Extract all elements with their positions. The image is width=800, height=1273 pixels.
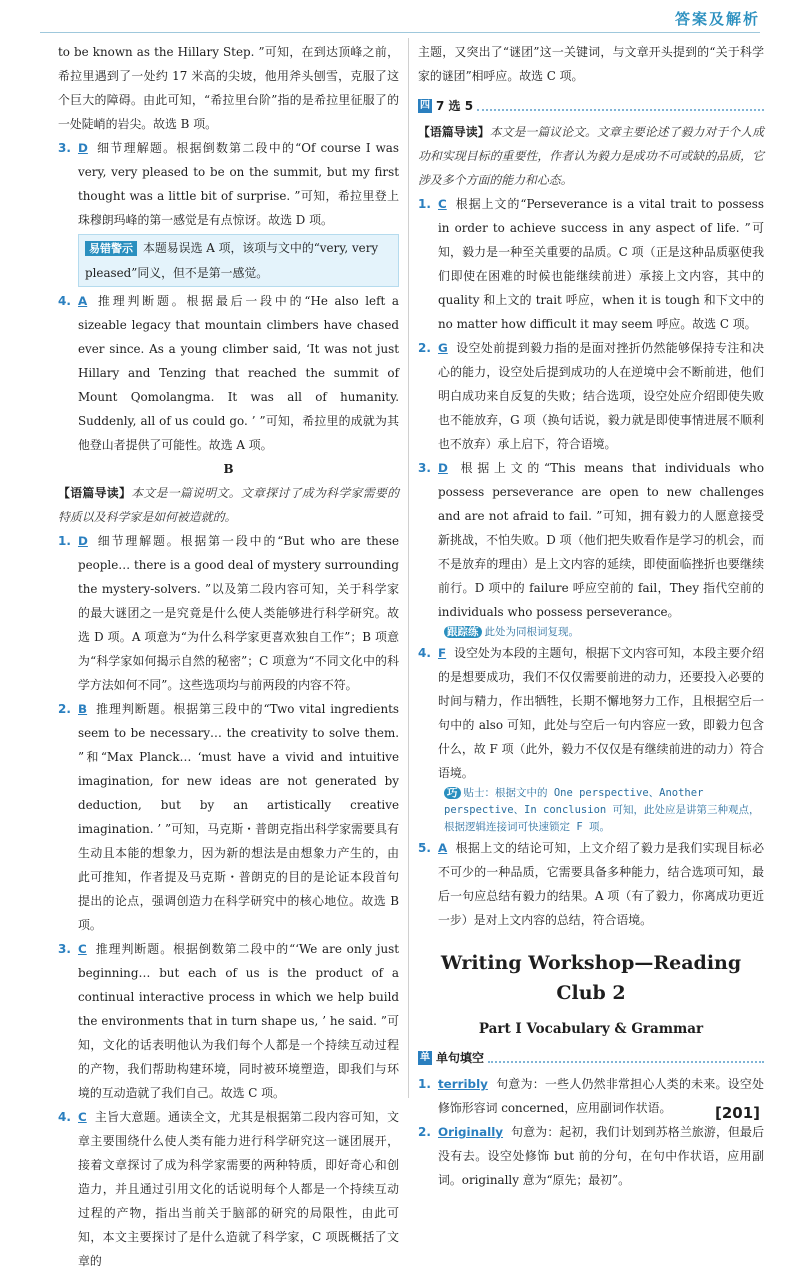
warning-tag: 易错警示 (85, 241, 137, 256)
explanation: 推理判断题。根据最后一段中的“He also left a sizeable legacy that mountain climbers have chased ever since. As a young climber said, ‘It was not just Hillary and Tenzing that reached the summit of Mount Qomolangma. It was all of humanity. Suddenly, all of us could go. ’ ”可知，希拉里的成就为其他登山者提供了可能性。故选 A 项。 (78, 294, 399, 452)
section-heading: B (223, 462, 234, 476)
workshop-part: Part Ⅰ Vocabulary & Grammar (478, 1021, 704, 1037)
tip-text: 贴士：根据文中的 One perspective、Another perspective、In conclusion 可知，此处应是讲第三种观点，根据逻辑连接词可快速锁定 F 项。 (444, 787, 760, 833)
item-number: 3. (58, 942, 71, 956)
column-divider (408, 38, 409, 1098)
answer-letter: B (78, 702, 88, 716)
answer-item-4 (58, 289, 399, 457)
right-column (418, 40, 764, 1192)
guide (418, 120, 764, 192)
item-number: 4. (58, 1110, 71, 1124)
header-divider (40, 32, 760, 33)
answer-item-r1 (418, 192, 764, 336)
answer-letter: A (78, 294, 88, 308)
fill-item-2 (418, 1120, 764, 1192)
explanation: 句意为：起初，我们计划到苏格兰旅游，但最后没有去。设空处修饰 but 前的分句，在句中作状语，应用副词。originally 意为“原先；最初”。 (438, 1125, 764, 1187)
answer-letter: C (438, 197, 447, 211)
answer-item-r3 (418, 456, 764, 624)
explanation: 根据上文的“Perseverance is a vital trait to possess in order to achieve success in any aspect of life. ”可知，毅力是一种至关重要的品质。C 项（正是这种品质驱使我们即使在困难的时候也能继续前进）承接上文内容，其中的 quality 和上文的 trait 呼应，when it is tough 和下文中的 no matter how difficult it may seem 呼应。故选 C 项。 (438, 197, 764, 331)
tip-tag: 跟踪练 (444, 626, 482, 638)
explanation: 细节理解题。根据第一段中的“But who are these people… there is a good deal of mystery surrounding the mystery-solvers. ”以及第二段内容可知，关于科学家的最大谜团之一是究竟是什么使人类能够进行科学研究。故选 D 项。A 项意为“为什么科学家更喜欢独自工作”；B 项意为“科学家如何揭示自然的秘密”；C 项意为“不同文化中的科学方法如何不同”。这些选项均与前两段的内容不符。 (78, 534, 399, 692)
paragraph: to be known as the Hillary Step. ”可知，在到达顶峰之前，希拉里遇到了一处约 17 米高的尖坡，他用斧头刨雪，克服了这个巨大的障碍。由此可知，“希拉里台阶”指的是希拉里征服了的一处陡峭的岩尖。故选 B 项。 (58, 45, 399, 131)
fill-item-1 (418, 1072, 764, 1120)
item-number: 4. (58, 294, 71, 308)
item-number: 5. (418, 841, 431, 855)
section-icon: 单 (420, 1052, 430, 1063)
explanation: 细节理解题。根据倒数第二段中的“Of course I was very, very pleased to be on the summit, but my first thought was a little bit of surprise. ”可知，希拉里登上珠穆朗玛峰的第一感觉是有点惊讶。故选 D 项。 (78, 141, 399, 227)
answer-item-r2 (418, 336, 764, 456)
explanation: 设空处前提到毅力指的是面对挫折仍然能够保持专注和决心的能力，设空处后提到成功的人在逆境中会不断前进，他们明白成功来自反复的失败；结合选项，设空处应介绍即使失败也不能放弃，G 项（换句话说，毅力就是即使事情进展不顺利也不放弃）承上启下，符合语境。 (438, 341, 764, 451)
answer-item-r4 (418, 641, 764, 785)
item-number: 3. (418, 461, 431, 475)
dotted-rule (477, 101, 764, 111)
explanation: 设空处为本段的主题句，根据下文内容可知，本段主要介绍的是想要成功，我们不仅仅需要前进的动力，还要投入必要的时间与精力，作出牺牲，长期不懈地努力工作，且根据空后一句中的 also 可知，此处与空后一句内容应一致，即毅力包含什么，故 F 项（此外，毅力不仅仅是有继续前进的动力）符合语境。 (438, 646, 764, 780)
guide (58, 481, 399, 529)
header-title: 答案及解析 (674, 10, 760, 28)
section-label: 7 选 5 (436, 99, 474, 113)
guide-text: 本文是一篇议论文。文章主要论述了毅力对于个人成功和实现目标的重要性，作者认为毅力是成功不可或缺的品质，它涉及多个方面的能力和心态。 (418, 125, 764, 187)
answer-letter: C (78, 942, 87, 956)
answer-letter: D (78, 141, 88, 155)
answer-letter: D (78, 534, 88, 548)
dotted-rule (488, 1053, 764, 1063)
section-7-choose-5 (418, 94, 764, 118)
page-number: [201] (714, 1104, 760, 1122)
answer-letter: G (438, 341, 448, 355)
answer-item-b1 (58, 529, 399, 697)
item-number: 1. (418, 1077, 431, 1091)
answer-item-b3 (58, 937, 399, 1105)
item-number: 3. (58, 141, 71, 155)
item-number: 2. (418, 341, 431, 355)
answer-word: terribly (438, 1077, 488, 1091)
answer-letter: C (78, 1110, 87, 1124)
answer-item-3 (58, 136, 399, 232)
item-number: 4. (418, 646, 431, 660)
explanation: 根据上文的结论可知，上文介绍了毅力是我们实现目标必不可少的一种品质，它需要具备多种能力，结合选项可知，最后一句应总结有毅力的结果。A 项（有了毅力，你离成功更近一步）是对上文内容的总结，符合语境。 (438, 841, 764, 927)
workshop-title: Writing Workshop—Reading Club 2 (440, 952, 742, 1004)
explanation: 推理判断题。根据第三段中的“Two vital ingredients seem to be necessary… the creativity to solve them. ”和“Max Planck… ‘must have a vivid and intuitive imagination, for new ideas are not generated by deduction, but by an artistically creative imagination. ’ ”可知，马克斯・普朗克指出科学家需要具有生动且本能的想象力，因为新的想法是由想象力产生的，由此可推知，作者提及马克斯・普朗克的目的是论证本段首句提出的论点，强调创造力在科学研究中的核心地位。故选 B 项。 (78, 702, 399, 932)
answer-letter: F (438, 646, 447, 660)
tip-tag: 巧 (444, 787, 461, 799)
item-number: 2. (58, 702, 71, 716)
explanation: 推理判断题。根据倒数第二段中的“‘We are only just beginning… but each of us is the product of a continual interactive process in which we help build the environments that in turn shape us, ’ he said. ”可知，文化的话表明他认为我们每个人都是一个持续互动过程的产物，我们帮助构建环境，同时被环境塑造，即我们与环境的互动造就了我们自己。故选 C 项。 (78, 942, 399, 1100)
answer-item-b4 (58, 1105, 399, 1273)
section-fill-blank (418, 1046, 764, 1070)
paragraph: 主题，又突出了“谜团”这一关键词，与文章开头提到的“关于科学家的谜团”相呼应。故选 C 项。 (418, 45, 764, 83)
tip-note (444, 624, 764, 641)
answer-letter: A (438, 841, 448, 855)
explanation: 根据上文的“This means that individuals who possess perseverance are open to new challenges and are not afraid to fail. ”可知，拥有毅力的人愿意接受新挑战，不怕失败。D 项（他们把失败看作是学习的机会，而不是放弃的理由）是上文内容的延续，即使面临挫折也要继续前行。D 项中的 failure 呼应空前的 fail，They 指代空前的 individuals who possess perseverance。 (438, 461, 764, 619)
tip-note (444, 785, 764, 836)
left-column (58, 40, 399, 1273)
guide-text: 本文是一篇说明文。文章探讨了成为科学家需要的特质以及科学家是如何被造就的。 (58, 486, 399, 524)
tip-text: 此处为同根词复现。 (484, 626, 579, 638)
answer-item-b2 (58, 697, 399, 937)
item-number: 1. (418, 197, 431, 211)
warning-box (78, 234, 399, 287)
answer-word: Originally (438, 1125, 504, 1139)
section-icon: 四 (420, 100, 430, 111)
answer-letter: D (438, 461, 448, 475)
explanation: 主旨大意题。通读全文，尤其是根据第二段内容可知，文章主要围绕什么使人类有能力进行科学研究这一谜团展开，接着文章探讨了成为科学家需要的两种特质，即好奇心和创造力，并且通过引用文化的话说明每个人都是一个持续互动过程的产物，指出当前关于脑部的研究的局限性，由此可知，本文主要探讨了是什么造就了科学家，C 项既概括了文章的 (78, 1110, 399, 1268)
item-number: 2. (418, 1125, 431, 1139)
section-label: 单句填空 (436, 1051, 485, 1065)
guide-tag: 【语篇导读】 (58, 486, 132, 500)
guide-tag: 【语篇导读】 (418, 125, 490, 139)
explanation: 句意为：一些人仍然非常担心人类的未来。设空处修饰形容词 concerned，应用副词作状语。 (438, 1077, 764, 1115)
warning-text: 本题易误选 A 项，该项与文中的“very, very pleased”同义，但不是第一感觉。 (85, 241, 379, 280)
item-number: 1. (58, 534, 71, 548)
answer-item-r5 (418, 836, 764, 932)
